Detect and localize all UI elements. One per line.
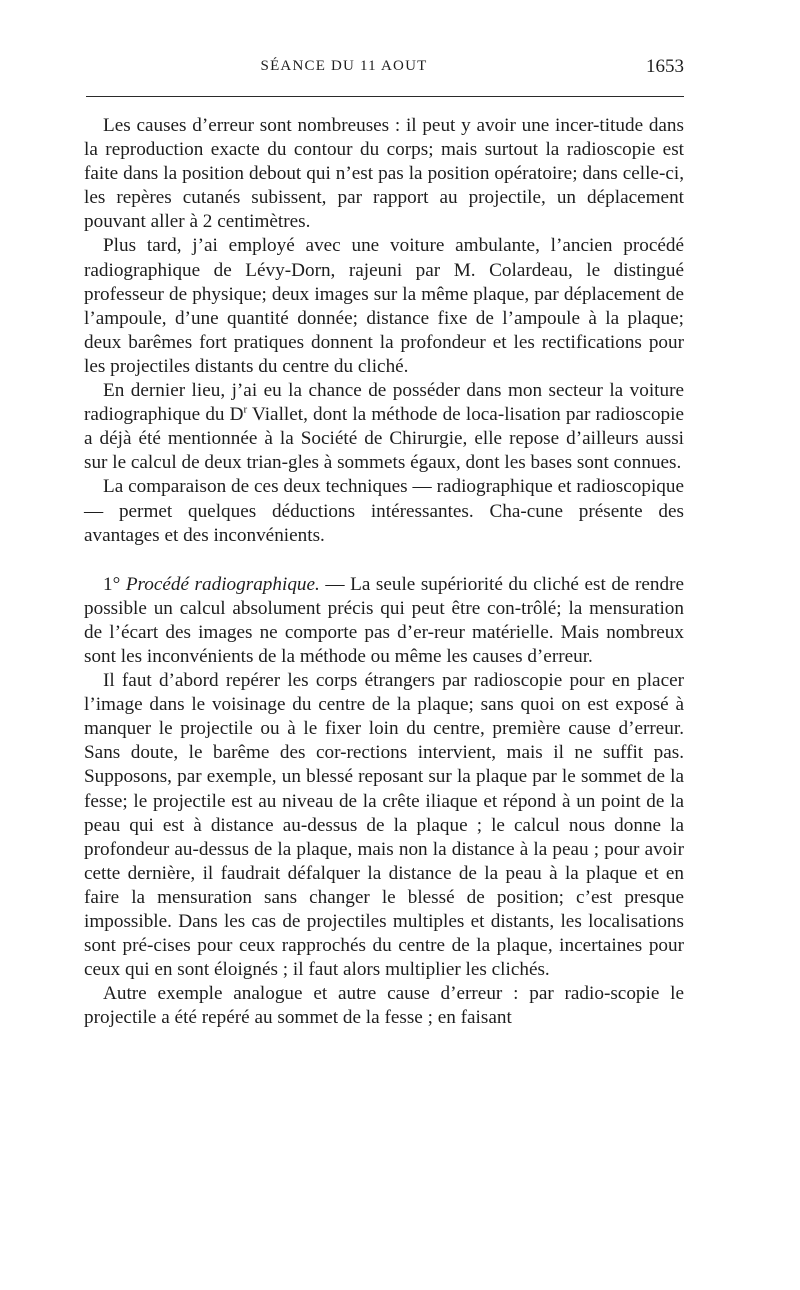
paragraph-comparison: La comparaison de ces deux techniques — radiographique et radioscopique — permet quelques déductions intéressantes. Cha-cune présente des avantages et des inconvénients.: [84, 476, 684, 546]
body-text: [84, 114, 684, 1030]
paragraph-error-causes: Les causes d’erreur sont nombreuses : il peut y avoir une incer-titude dans la reproduction exacte du contour du corps; mais surtout la radioscopie est faite dans la position debout qui n’est pas la position opératoire; dans celle-ci, les repères cutanés subissent, par rapport au projectile, un déplacement pouvant aller à 2 centimètres.: [84, 115, 684, 233]
running-head: [84, 56, 684, 86]
running-title: SÉANCE DU 11 AOUT: [260, 58, 428, 74]
paragraph-text: Viallet, dont la méthode de loca-lisation par radioscopie a déjà été mentionnée à la Société de Chirurgie, elle repose d’ailleurs aussi sur le calcul de deux trian-gles à sommets égaux, dont les bases sont connues.: [84, 404, 684, 474]
paragraph-text: — La seule supériorité du cliché est de rendre possible un calcul absolument précis qui peut être con-trôlé; la mensuration de l’écart des images ne comporte pas d’er-reur matérielle. Mais nombreux sont les inconvénients de la méthode ou même les causes d’erreur.: [84, 573, 684, 667]
section-number: 1°: [103, 573, 126, 595]
paragraph-viallet-method: [84, 379, 684, 475]
paragraph-text: En dernier lieu, j’ai eu la chance de posséder dans mon secteur la voiture radiographique du D: [84, 380, 684, 426]
paragraph-radiographic-procedure: Plus tard, j’ai employé avec une voiture ambulante, l’ancien procédé radiographique de Lévy-Dorn, rajeuni par M. Colardeau, le distingué professeur de physique; deux images sur la même plaque, par déplacement de l’ampoule, d’une quantité donnée; distance fixe de l’ampoule à la plaque; deux barêmes fort pratiques donnent la profondeur et les rectifications pour les projectiles distants du centre du cliché.: [84, 235, 684, 377]
paragraph-section-radiographic: [84, 573, 684, 669]
paragraph-another-example: Autre exemple analogue et autre cause d’erreur : par radio-scopie le projectile a été repéré au sommet de la fesse ; en faisant: [84, 983, 684, 1029]
header-rule: [86, 96, 684, 97]
section-heading: Procédé radiographique.: [125, 573, 320, 595]
paragraph-foreign-bodies: Il faut d’abord repérer les corps étrangers par radioscopie pour en placer l’image dans le voisinage du centre de la plaque; sans quoi on est exposé à manquer le projectile ou à le fixer loin du centre, première cause d’erreur. Sans doute, le barême des cor-rections intervient, mais il ne suffit pas. Supposons, par exemple, un blessé reposant sur la plaque par le sommet de la fesse; le projectile est au niveau de la crête iliaque et répond à un point de la peau qui est à distance au-dessus de la plaque ; le calcul nous donne la profondeur au-dessus de la plaque, mais non la distance à la peau ; pour avoir cette dernière, il faudrait défalquer la distance de la peau à la plaque et en faire la mensuration sans changer le blessé de position; c’est presque impossible. Dans les cas de projectiles multiples et distants, les localisations sont pré-cises pour ceux rapprochés du centre de la plaque, incertaines pour ceux qui en sont éloignés ; il faut alors multiplier les clichés.: [84, 670, 684, 981]
superscript: r: [243, 403, 248, 416]
page-number: 1653: [646, 56, 684, 77]
